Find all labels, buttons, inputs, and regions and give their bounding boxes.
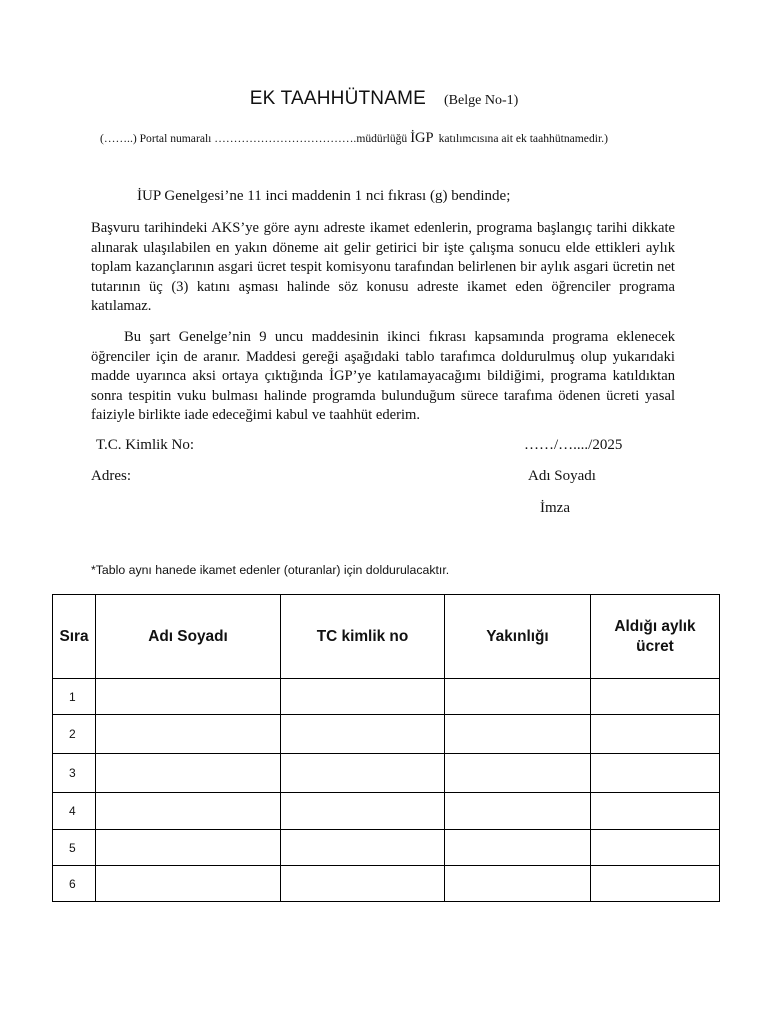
header-name: Adı Soyadı (96, 595, 281, 679)
portal-line-igp: İGP (410, 130, 434, 146)
relationship-cell[interactable] (445, 866, 591, 902)
relationship-cell[interactable] (445, 754, 591, 793)
name-cell[interactable] (96, 793, 281, 830)
header-relationship: Yakınlığı (445, 595, 591, 679)
row-number: 3 (53, 754, 96, 793)
tc-kimlik-label: T.C. Kimlik No: (96, 437, 195, 453)
intro-line: İUP Genelgesi’ne 11 inci maddenin 1 nci fıkrası (g) bendinde; (137, 188, 511, 204)
wage-cell[interactable] (591, 754, 720, 793)
row-number: 5 (53, 830, 96, 866)
table-header-row (53, 595, 720, 679)
table-row (53, 754, 720, 793)
table-row (53, 866, 720, 902)
paragraph-aks-income: Başvuru tarihindeki AKS’ye göre aynı adreste ikamet edenlerin, programa başlangıç tarihi dikkate alınarak ulaşılabilen en yakın döneme ait gelir getirici bir işte çalışma sonucu elde ettikleri aylık toplam kazançlarının asgari ücret tespit komisyonu tarafından belirlenen bir aylık asgari ücretin net tutarının üç (3) katını aşması halinde söz konusu adreste ikamet eden öğrenciler programa katılamaz. (91, 220, 675, 314)
name-cell[interactable] (96, 830, 281, 866)
address-label: Adres: (91, 468, 131, 484)
portal-line-end: katılımcısına ait ek taahhütnamedir.) (438, 132, 608, 145)
household-table (52, 594, 720, 902)
wage-cell[interactable] (591, 715, 720, 754)
header-monthly-wage: Aldığı aylık ücret (591, 595, 720, 679)
name-surname-label: Adı Soyadı (528, 468, 596, 484)
wage-cell[interactable] (591, 866, 720, 902)
table-row (53, 715, 720, 754)
row-number: 6 (53, 866, 96, 902)
document-title: EK TAAHHÜTNAME (249, 88, 427, 109)
tc-number-cell[interactable] (281, 679, 445, 715)
portal-line-start: (……..) Portal numaralı ……………………………….müdürlüğü (100, 132, 408, 145)
header-tc-number: TC kimlik no (281, 595, 445, 679)
signature-label: İmza (540, 500, 570, 516)
paragraph-commitment: Bu şart Genelge’nin 9 uncu maddesinin ikinci fıkrası kapsamında programa eklenecek öğrenciler için de aranır. Maddesi gereği aşağıdaki tablo tarafımca doldurulmuş olup yukarıdaki madde uyarınca aksi ortaya çıktığında İGP’ye katılamayacağımı bildiğimi, programa katıldıktan sonra tespitin vuku bulması halinde programda bulunduğum sürece tarafıma ödenen ücreti yasal faiziyle birlikte iade edeceğimi kabul ve taahhüt ederim. (91, 329, 675, 423)
relationship-cell[interactable] (445, 793, 591, 830)
table-row (53, 679, 720, 715)
relationship-cell[interactable] (445, 679, 591, 715)
header-sira: Sıra (53, 595, 96, 679)
tc-number-cell[interactable] (281, 754, 445, 793)
date-field: ……/…..../2025 (524, 437, 623, 453)
table-note: *Tablo aynı hanede ikamet edenler (oturanlar) için doldurulacaktır. (91, 563, 450, 577)
document-reference: (Belge No-1) (444, 93, 519, 108)
table-row (53, 830, 720, 866)
name-cell[interactable] (96, 715, 281, 754)
wage-cell[interactable] (591, 830, 720, 866)
wage-cell[interactable] (591, 793, 720, 830)
portal-reference-line (100, 130, 608, 147)
tc-number-cell[interactable] (281, 866, 445, 902)
name-cell[interactable] (96, 866, 281, 902)
table-row (53, 793, 720, 830)
row-number: 1 (53, 679, 96, 715)
row-number: 2 (53, 715, 96, 754)
tc-number-cell[interactable] (281, 793, 445, 830)
name-cell[interactable] (96, 754, 281, 793)
wage-cell[interactable] (591, 679, 720, 715)
relationship-cell[interactable] (445, 830, 591, 866)
tc-number-cell[interactable] (281, 830, 445, 866)
row-number: 4 (53, 793, 96, 830)
name-cell[interactable] (96, 679, 281, 715)
document-title-line (0, 88, 768, 110)
relationship-cell[interactable] (445, 715, 591, 754)
tc-number-cell[interactable] (281, 715, 445, 754)
